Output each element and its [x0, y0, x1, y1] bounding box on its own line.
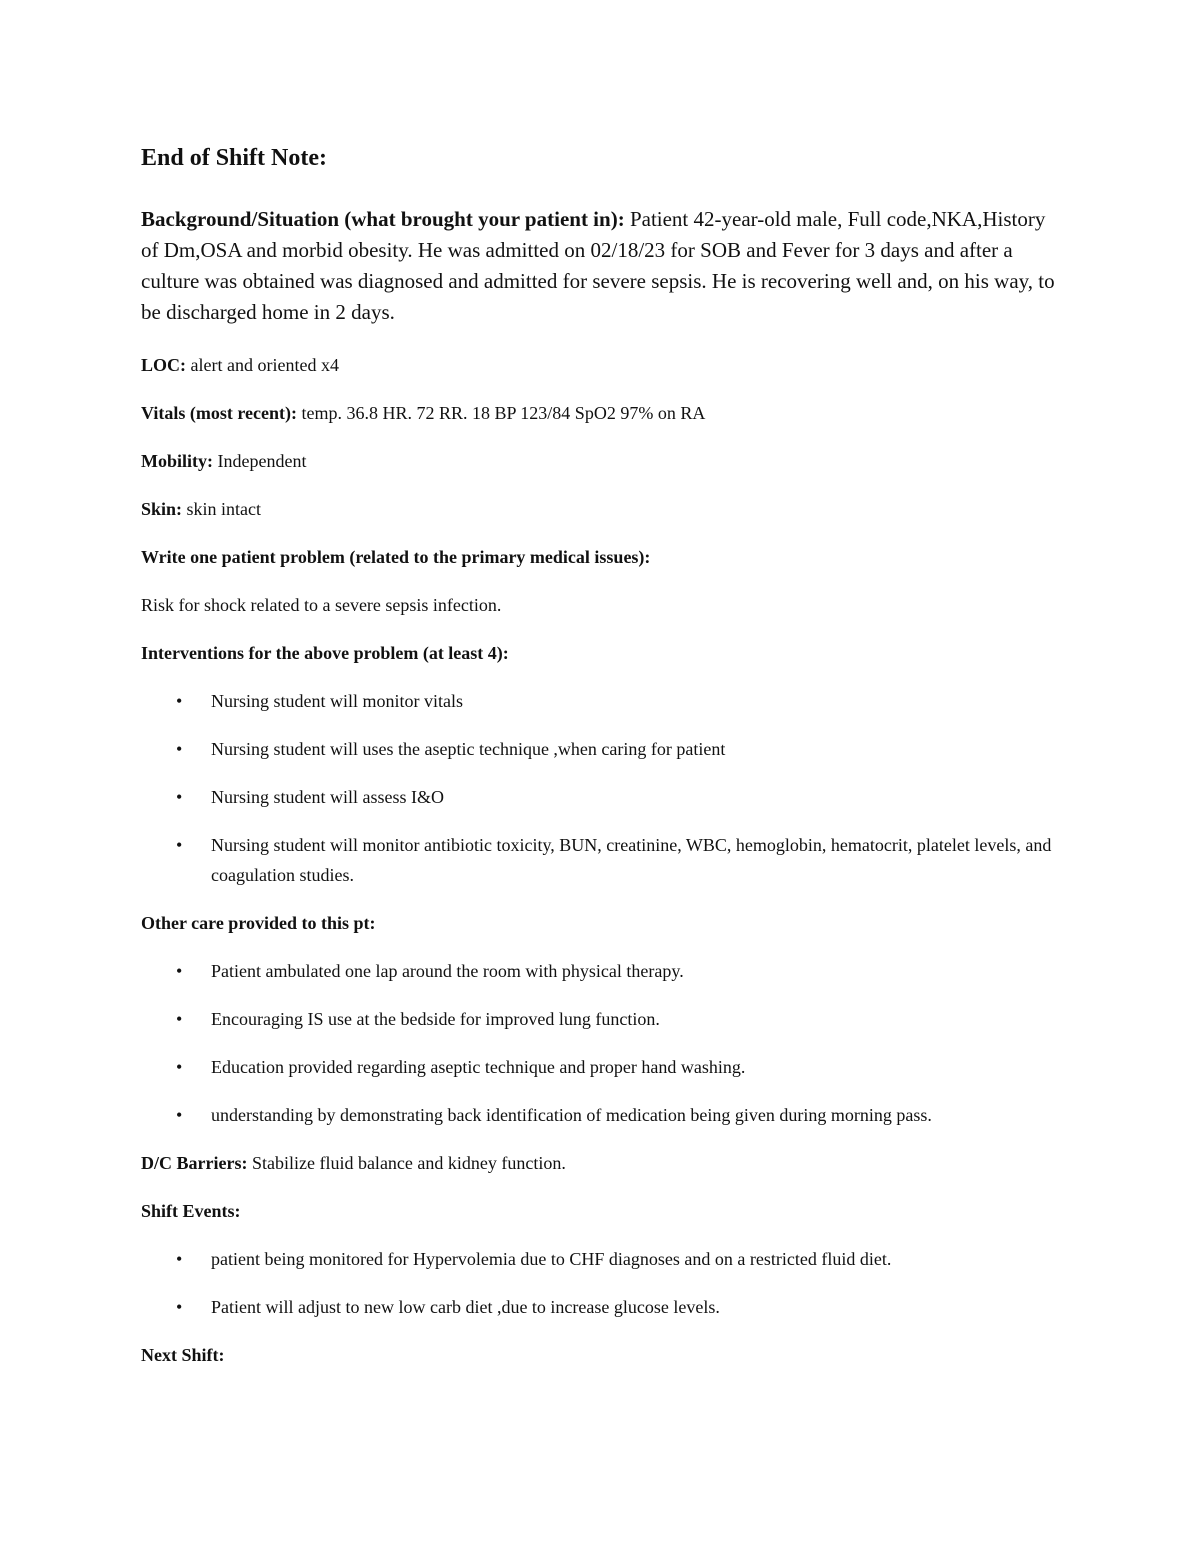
interventions-list	[141, 686, 1061, 890]
background-text: Patient 42-year-old male, Full code,NKA,History of Dm,OSA and morbid obesity. He was admitted on 02/18/23 for SOB and Fever for 3 days and after a culture was obtained was diagnosed and admitted for severe sepsis. He is recovering well and, on his way, to be discharged home in 2 days.	[141, 207, 1055, 324]
background-label: Background/Situation (what brought your patient in):	[141, 207, 625, 231]
other-care-list	[141, 956, 1061, 1130]
mobility-text: Independent	[213, 451, 307, 471]
vitals-section	[141, 398, 1061, 428]
interventions-heading: Interventions for the above problem (at least 4):	[141, 643, 509, 663]
list-item: • understanding by demonstrating back identification of medication being given during morning pass.	[141, 1100, 1061, 1130]
loc-text: alert and oriented x4	[186, 355, 339, 375]
problem-heading: Write one patient problem (related to the primary medical issues):	[141, 547, 651, 567]
bullet-icon: •	[176, 1297, 183, 1317]
list-item: • Nursing student will monitor vitals	[141, 686, 1061, 716]
skin-text: skin intact	[182, 499, 262, 519]
shift-events-list	[141, 1244, 1061, 1322]
list-item: • Nursing student will monitor antibiotic toxicity, BUN, creatinine, WBC, hemoglobin, hematocrit, platelet levels, and coagulation studies.	[141, 830, 1061, 890]
document-page	[141, 140, 1061, 1388]
list-item: • Patient ambulated one lap around the room with physical therapy.	[141, 956, 1061, 986]
vitals-text: temp. 36.8 HR. 72 RR. 18 BP 123/84 SpO2 97% on RA	[296, 403, 706, 423]
list-item: • Nursing student will assess I&O	[141, 782, 1061, 812]
dc-barriers-section	[141, 1148, 1061, 1178]
problem-text: Risk for shock related to a severe sepsis infection.	[141, 595, 502, 615]
bullet-icon: •	[176, 1105, 183, 1125]
loc-section	[141, 350, 1061, 380]
dc-barriers-text: Stabilize fluid balance and kidney function.	[247, 1153, 566, 1173]
bullet-icon: •	[176, 1009, 183, 1029]
skin-section	[141, 494, 1061, 524]
mobility-section	[141, 446, 1061, 476]
bullet-icon: •	[176, 961, 183, 981]
bullet-icon: •	[176, 1249, 183, 1269]
document-title: End of Shift Note:	[141, 145, 328, 171]
background-section	[141, 204, 1061, 328]
dc-barriers-label: D/C Barriers:	[141, 1153, 248, 1173]
bullet-icon: •	[176, 739, 183, 759]
bullet-icon: •	[176, 787, 183, 807]
list-item: • Patient will adjust to new low carb diet ,due to increase glucose levels.	[141, 1292, 1061, 1322]
shift-events-heading: Shift Events:	[141, 1201, 241, 1221]
list-item: • Encouraging IS use at the bedside for improved lung function.	[141, 1004, 1061, 1034]
skin-label: Skin:	[141, 499, 183, 519]
vitals-label: Vitals (most recent):	[141, 403, 297, 423]
other-care-heading: Other care provided to this pt:	[141, 913, 376, 933]
loc-label: LOC:	[141, 355, 186, 375]
mobility-label: Mobility:	[141, 451, 213, 471]
list-item: • Education provided regarding aseptic technique and proper hand washing.	[141, 1052, 1061, 1082]
bullet-icon: •	[176, 835, 183, 855]
next-shift-heading: Next Shift:	[141, 1345, 225, 1365]
bullet-icon: •	[176, 691, 183, 711]
bullet-icon: •	[176, 1057, 183, 1077]
list-item: • patient being monitored for Hypervolemia due to CHF diagnoses and on a restricted fluid diet.	[141, 1244, 1061, 1274]
list-item: • Nursing student will uses the aseptic technique ,when caring for patient	[141, 734, 1061, 764]
